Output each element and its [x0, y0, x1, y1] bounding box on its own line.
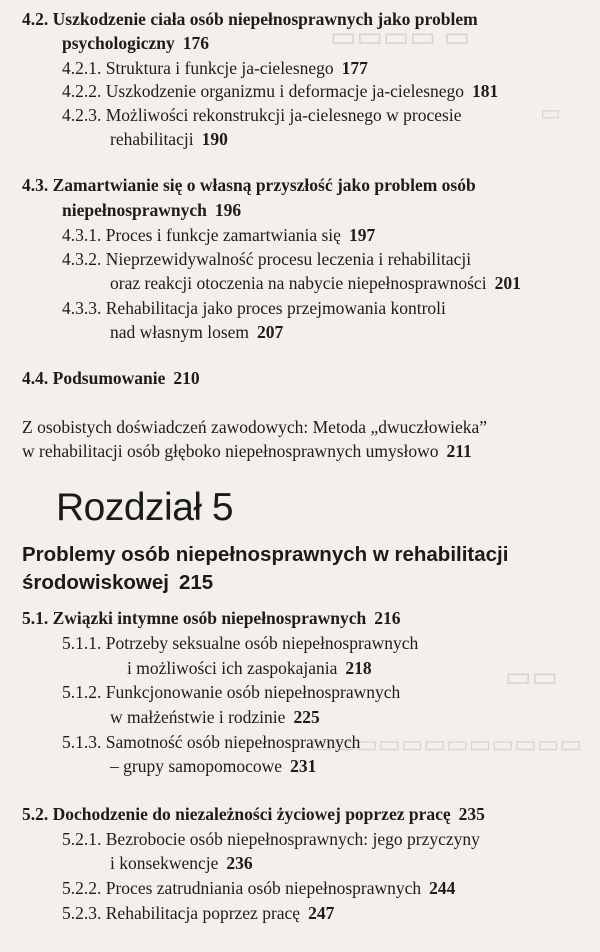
- section-number: 5.2.1.: [62, 829, 102, 849]
- toc-entry-5-2-3[interactable]: [62, 902, 334, 924]
- section-number: 4.2.1.: [62, 58, 102, 78]
- toc-entry-5-1-2-cont: [110, 706, 320, 728]
- section-title: Rehabilitacja poprzez pracę: [105, 903, 301, 923]
- page-number: 231: [290, 756, 317, 776]
- section-title: nad własnym losem: [110, 322, 250, 342]
- chapter-title-cont: [22, 570, 213, 596]
- bleed-through-decoration: ▭▭: [505, 661, 558, 692]
- page-number: 247: [308, 903, 335, 923]
- section-number: 4.3.1.: [62, 225, 102, 245]
- section-number: 4.2.3.: [62, 105, 102, 125]
- section-title: Uszkodzenie organizmu i deformacje ja-cielesnego: [105, 81, 465, 101]
- bleed-through-decoration: ▭: [540, 100, 561, 125]
- toc-entry-4-3-3-cont: [110, 321, 283, 343]
- section-number: 5.1.: [22, 608, 49, 628]
- toc-entry-5-1-3[interactable]: [62, 731, 360, 753]
- section-title: w małżeństwie i rodzinie: [110, 707, 286, 727]
- section-number: 4.2.2.: [62, 81, 102, 101]
- toc-entry-4-2-cont: [62, 32, 209, 54]
- section-number: 5.1.3.: [62, 732, 102, 752]
- toc-entry-5-1-1-cont: [127, 657, 372, 679]
- toc-entry-4-4[interactable]: [22, 367, 200, 389]
- section-title: Funkcjonowanie osób niepełnosprawnych: [105, 682, 401, 702]
- chapter-title-text: środowiskowej: [22, 571, 169, 594]
- toc-entry-5-2[interactable]: [22, 803, 485, 825]
- section-number: 4.3.2.: [62, 249, 102, 269]
- toc-entry-4-3-2-cont: [110, 272, 521, 294]
- section-title: i możliwości ich zaspokajania: [127, 658, 338, 678]
- toc-entry-4-3-2[interactable]: [62, 248, 471, 270]
- toc-entry-4-3-cont: [62, 199, 241, 221]
- toc-entry-5-2-1-cont: [110, 852, 253, 874]
- toc-entry-5-1[interactable]: [22, 607, 400, 629]
- section-title: Struktura i funkcje ja-cielesnego: [105, 58, 334, 78]
- section-title: Samotność osób niepełnosprawnych: [105, 732, 361, 752]
- section-title: Związki intymne osób niepełnosprawnych: [52, 608, 367, 628]
- page-number: 207: [257, 322, 284, 342]
- section-title: Proces zatrudniania osób niepełnosprawnych: [105, 878, 422, 898]
- bleed-through-decoration: ▭▭▭▭▭▭▭▭▭▭▭▭: [310, 731, 583, 758]
- page-number: 215: [178, 571, 214, 594]
- page-number: 225: [293, 707, 320, 727]
- toc-entry-4-2-2[interactable]: [62, 80, 498, 102]
- page-number: 190: [201, 129, 228, 149]
- section-title: Z osobistych doświadczeń zawodowych: Metoda „dwuczłowieka”: [22, 417, 488, 437]
- toc-entry-5-1-3-cont: [110, 755, 316, 777]
- page-number: 210: [173, 368, 200, 388]
- section-number: 5.1.2.: [62, 682, 102, 702]
- section-title: psychologiczny: [62, 33, 175, 53]
- section-number: 5.2.3.: [62, 903, 102, 923]
- toc-entry-4-2-3-cont: [110, 128, 228, 150]
- toc-entry-4-2[interactable]: [22, 8, 478, 30]
- toc-entry-4-3[interactable]: [22, 174, 476, 196]
- section-title: w rehabilitacji osób głęboko niepełnosprawnych umysłowo: [22, 441, 439, 461]
- bleed-through-decoration: ▭▭▭▭ ▭: [330, 21, 471, 52]
- section-title: Nieprzewidywalność procesu leczenia i rehabilitacji: [105, 249, 472, 269]
- chapter-title[interactable]: [22, 542, 508, 568]
- page-number: 176: [182, 33, 210, 53]
- chapter-heading: Rozdział 5: [56, 486, 234, 529]
- page-number: 201: [494, 273, 521, 293]
- toc-entry-4-3-1[interactable]: [62, 224, 375, 246]
- section-number: 4.3.: [22, 175, 49, 195]
- section-title: – grupy samopomocowe: [110, 756, 283, 776]
- section-title: Bezrobocie osób niepełnosprawnych: jego przyczyny: [105, 829, 480, 849]
- section-title: Podsumowanie: [52, 368, 166, 388]
- toc-entry-4-2-3[interactable]: [62, 104, 461, 126]
- section-number: 5.2.2.: [62, 878, 102, 898]
- section-title: Dochodzenie do niezależności życiowej poprzez pracę: [52, 804, 451, 824]
- section-title: Możliwości rekonstrukcji ja-cielesnego w procesie: [105, 105, 462, 125]
- section-title: oraz reakcji otoczenia na nabycie niepełnosprawności: [110, 273, 487, 293]
- section-number: 4.2.: [22, 9, 49, 29]
- toc-entry-5-2-2[interactable]: [62, 877, 455, 899]
- toc-entry-5-2-1[interactable]: [62, 828, 480, 850]
- toc-entry-4-3-3[interactable]: [62, 297, 446, 319]
- section-number: 5.2.: [22, 804, 49, 824]
- chapter-title-text: Problemy osób niepełnosprawnych w rehabilitacji: [22, 543, 509, 566]
- page-number: 235: [458, 804, 485, 824]
- section-title: Proces i funkcje zamartwiania się: [105, 225, 341, 245]
- page-number: 211: [446, 441, 472, 461]
- page-number: 236: [226, 853, 253, 873]
- section-title: Potrzeby seksualne osób niepełnosprawnych: [105, 633, 419, 653]
- page-number: 244: [429, 878, 456, 898]
- section-title: Zamartwianie się o własną przyszłość jako problem osób: [52, 175, 476, 195]
- section-title: rehabilitacji: [110, 129, 194, 149]
- page-number: 197: [348, 225, 376, 245]
- section-number: 4.3.3.: [62, 298, 102, 318]
- section-title: i konsekwencje: [110, 853, 219, 873]
- section-number: 5.1.1.: [62, 633, 102, 653]
- section-number: 4.4.: [22, 368, 49, 388]
- page-number: 196: [214, 200, 242, 220]
- page-number: 181: [472, 81, 499, 101]
- toc-entry-4-2-1[interactable]: [62, 57, 368, 79]
- section-title: Rehabilitacja jako proces przejmowania kontroli: [105, 298, 446, 318]
- page-number: 216: [374, 608, 401, 628]
- toc-entry-5-1-1[interactable]: [62, 632, 418, 654]
- section-title: niepełnosprawnych: [62, 200, 207, 220]
- section-title: Uszkodzenie ciała osób niepełnosprawnych jako problem: [52, 9, 478, 29]
- page-number: 218: [345, 658, 372, 678]
- toc-entry-experience[interactable]: [22, 416, 487, 438]
- page-number: 177: [341, 58, 368, 78]
- toc-entry-experience-cont: [22, 440, 472, 462]
- toc-entry-5-1-2[interactable]: [62, 681, 400, 703]
